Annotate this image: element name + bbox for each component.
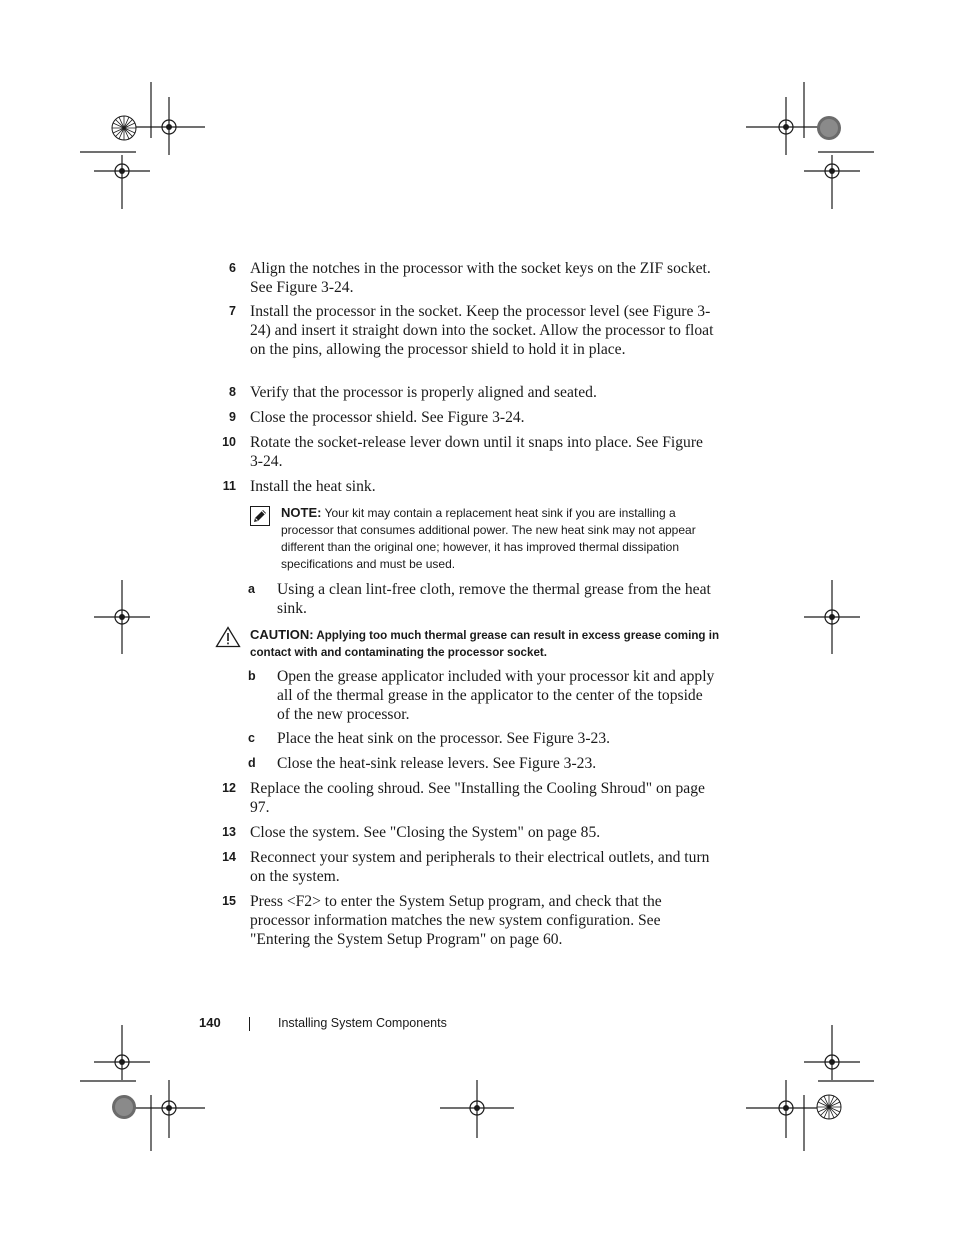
substep-text: Place the heat sink on the processor. See Figure 3-23. <box>277 730 611 747</box>
step-14 <box>210 848 715 886</box>
step-text: Close the processor shield. See Figure 3-24. <box>250 409 525 426</box>
step-number: 14 <box>222 850 236 864</box>
step-number: 7 <box>229 304 236 318</box>
step-text: Verify that the processor is properly aligned and seated. <box>250 384 597 401</box>
step-number: 6 <box>229 261 236 275</box>
step-text: Reconnect your system and peripherals to their electrical outlets, and turn on the system. <box>250 849 710 885</box>
substep-text: Using a clean lint-free cloth, remove the thermal grease from the heat sink. <box>277 581 711 617</box>
step-8 <box>210 383 715 402</box>
step-number: 15 <box>222 894 236 908</box>
step-number: 13 <box>222 825 236 839</box>
step-15 <box>210 892 715 949</box>
step-text: Align the notches in the processor with the socket keys on the ZIF socket. See Figure 3-24. <box>250 260 711 296</box>
step-number: 12 <box>222 781 236 795</box>
step-number: 9 <box>229 410 236 424</box>
footer-section-title: Installing System Components <box>278 1016 447 1030</box>
note-label: NOTE: <box>281 505 322 520</box>
warning-triangle-icon <box>215 626 241 648</box>
step-text: Close the system. See "Closing the System" on page 85. <box>250 824 601 841</box>
step-12 <box>210 779 715 817</box>
step-text: Install the processor in the socket. Keep the processor level (see Figure 3-24) and insert it straight down into the socket. Allow the processor to float on the pins, allowing the processor shield to hold it in place. <box>250 303 714 358</box>
step-text: Rotate the socket-release lever down until it snaps into place. See Figure 3-24. <box>250 434 703 470</box>
step-9 <box>210 408 715 427</box>
substep-d <box>248 754 718 773</box>
substep-text: Open the grease applicator included with your processor kit and apply all of the thermal grease in the applicator to the center of the topside of the new processor. <box>277 668 715 723</box>
substep-c <box>248 729 718 748</box>
step-10 <box>210 433 715 471</box>
substep-letter: d <box>248 756 256 770</box>
substep-letter: c <box>248 731 255 745</box>
substep-letter: b <box>248 669 256 683</box>
step-6 <box>210 259 715 297</box>
caution-text: Applying too much thermal grease can result in excess grease coming in contact with and contaminating the processor socket. <box>250 629 720 659</box>
substep-text: Close the heat-sink release levers. See Figure 3-23. <box>277 755 597 772</box>
step-number: 10 <box>222 435 236 449</box>
step-11 <box>210 477 715 496</box>
caution-label: CAUTION: <box>250 627 314 642</box>
step-number: 11 <box>222 479 236 493</box>
substep-letter: a <box>248 582 255 596</box>
step-text: Install the heat sink. <box>250 478 376 495</box>
caution-callout <box>215 626 720 661</box>
step-13 <box>210 823 715 842</box>
step-number: 8 <box>229 385 236 399</box>
step-text: Press <F2> to enter the System Setup program, and check that the processor information matches the new system configuration. See "Entering the System Setup Program" on page 60. <box>250 893 662 948</box>
step-7 <box>210 302 715 359</box>
pencil-note-icon <box>250 506 270 526</box>
substep-b <box>248 667 718 724</box>
step-text: Replace the cooling shroud. See "Installing the Cooling Shroud" on page 97. <box>250 780 705 816</box>
substep-a <box>248 580 718 618</box>
note-callout <box>248 504 718 573</box>
footer-divider <box>249 1017 250 1031</box>
page-number: 140 <box>199 1015 221 1030</box>
note-text: Your kit may contain a replacement heat sink if you are installing a processor that consumes additional power. The new heat sink may not appear different than the original one; however, it has improved thermal dissipation specifications and must be used. <box>281 506 696 571</box>
